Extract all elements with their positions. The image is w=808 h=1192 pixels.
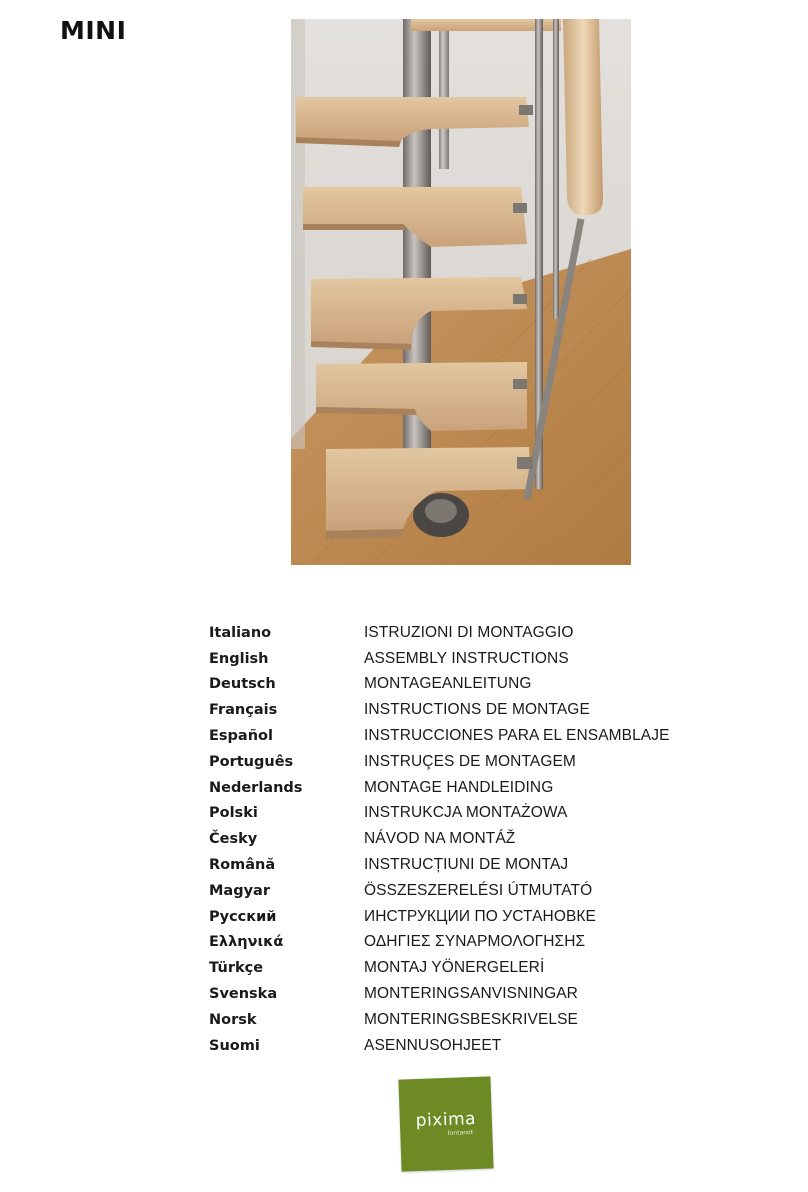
instructions-title: INSTRUCCIONES PARA EL ENSAMBLAJE — [364, 727, 670, 745]
list-item — [209, 1007, 670, 1033]
list-item — [209, 930, 670, 956]
list-item — [209, 620, 670, 646]
instructions-title: INSTRUCTIONS DE MONTAGE — [364, 701, 590, 719]
instructions-title: MONTERINGSANVISNINGAR — [364, 985, 578, 1003]
list-item — [209, 826, 670, 852]
list-item — [209, 697, 670, 723]
language-name: Français — [209, 702, 278, 719]
list-item — [209, 878, 670, 904]
instructions-title: ASSEMBLY INSTRUCTIONS — [364, 649, 569, 667]
language-name: Español — [209, 728, 273, 745]
instructions-title: ASENNUSOHJEET — [364, 1036, 502, 1054]
staircase-illustration — [291, 19, 631, 565]
language-name: English — [209, 650, 269, 667]
language-name: Italiano — [209, 624, 272, 641]
list-item — [209, 749, 670, 775]
instructions-title: MONTERINGSBESKRIVELSE — [364, 1010, 578, 1028]
logo-subtitle: fontanot — [447, 1128, 474, 1137]
list-item — [209, 955, 670, 981]
instructions-title: ÖSSZESZERELÉSI ÚTMUTATÓ — [364, 881, 593, 899]
list-item — [209, 981, 670, 1007]
instructions-title: INSTRUKCJA MONTAŻOWA — [364, 804, 568, 822]
language-name: Deutsch — [209, 676, 276, 693]
language-name: Türkçe — [209, 960, 264, 977]
document-title: MINI — [60, 16, 127, 45]
list-item — [209, 852, 670, 878]
language-name: Română — [209, 857, 276, 874]
list-item — [209, 646, 670, 672]
pixima-logo — [398, 1076, 493, 1171]
instructions-title: ИНСТРУКЦИИ ПО УСТАНОВКЕ — [364, 907, 596, 925]
instructions-title: MONTAJ YÖNERGELERİ — [364, 959, 545, 977]
language-name: Nederlands — [209, 779, 303, 796]
language-name: Suomi — [209, 1037, 260, 1054]
language-name: Česky — [209, 831, 258, 848]
list-item — [209, 723, 670, 749]
list-item — [209, 775, 670, 801]
language-name: Magyar — [209, 882, 270, 899]
language-name: Norsk — [209, 1011, 257, 1028]
list-item — [209, 672, 670, 698]
language-list — [209, 620, 670, 1059]
instructions-title: MONTAGE HANDLEIDING — [364, 778, 554, 796]
language-name: Русский — [209, 908, 277, 925]
list-item — [209, 904, 670, 930]
instructions-title: MONTAGEANLEITUNG — [364, 675, 532, 693]
instructions-title: INSTRUCȚIUNI DE MONTAJ — [364, 856, 569, 874]
instructions-title: ΟΔΗΓΙΕΣ ΣΥΝΑΡΜΟΛΟΓΗΣΗΣ — [364, 933, 586, 951]
language-name: Português — [209, 753, 294, 770]
instructions-title: NÁVOD NA MONTÁŽ — [364, 830, 516, 848]
instructions-title: ISTRUZIONI DI MONTAGGIO — [364, 623, 574, 641]
instructions-title: INSTRUÇES DE MONTAGEM — [364, 752, 576, 770]
spiral-staircase-photo — [291, 19, 631, 565]
language-name: Polski — [209, 805, 258, 822]
language-name: Ελληνικά — [209, 934, 284, 951]
logo-wordmark: pixima — [415, 1108, 477, 1131]
language-name: Svenska — [209, 986, 278, 1003]
list-item — [209, 1033, 670, 1059]
list-item — [209, 801, 670, 827]
